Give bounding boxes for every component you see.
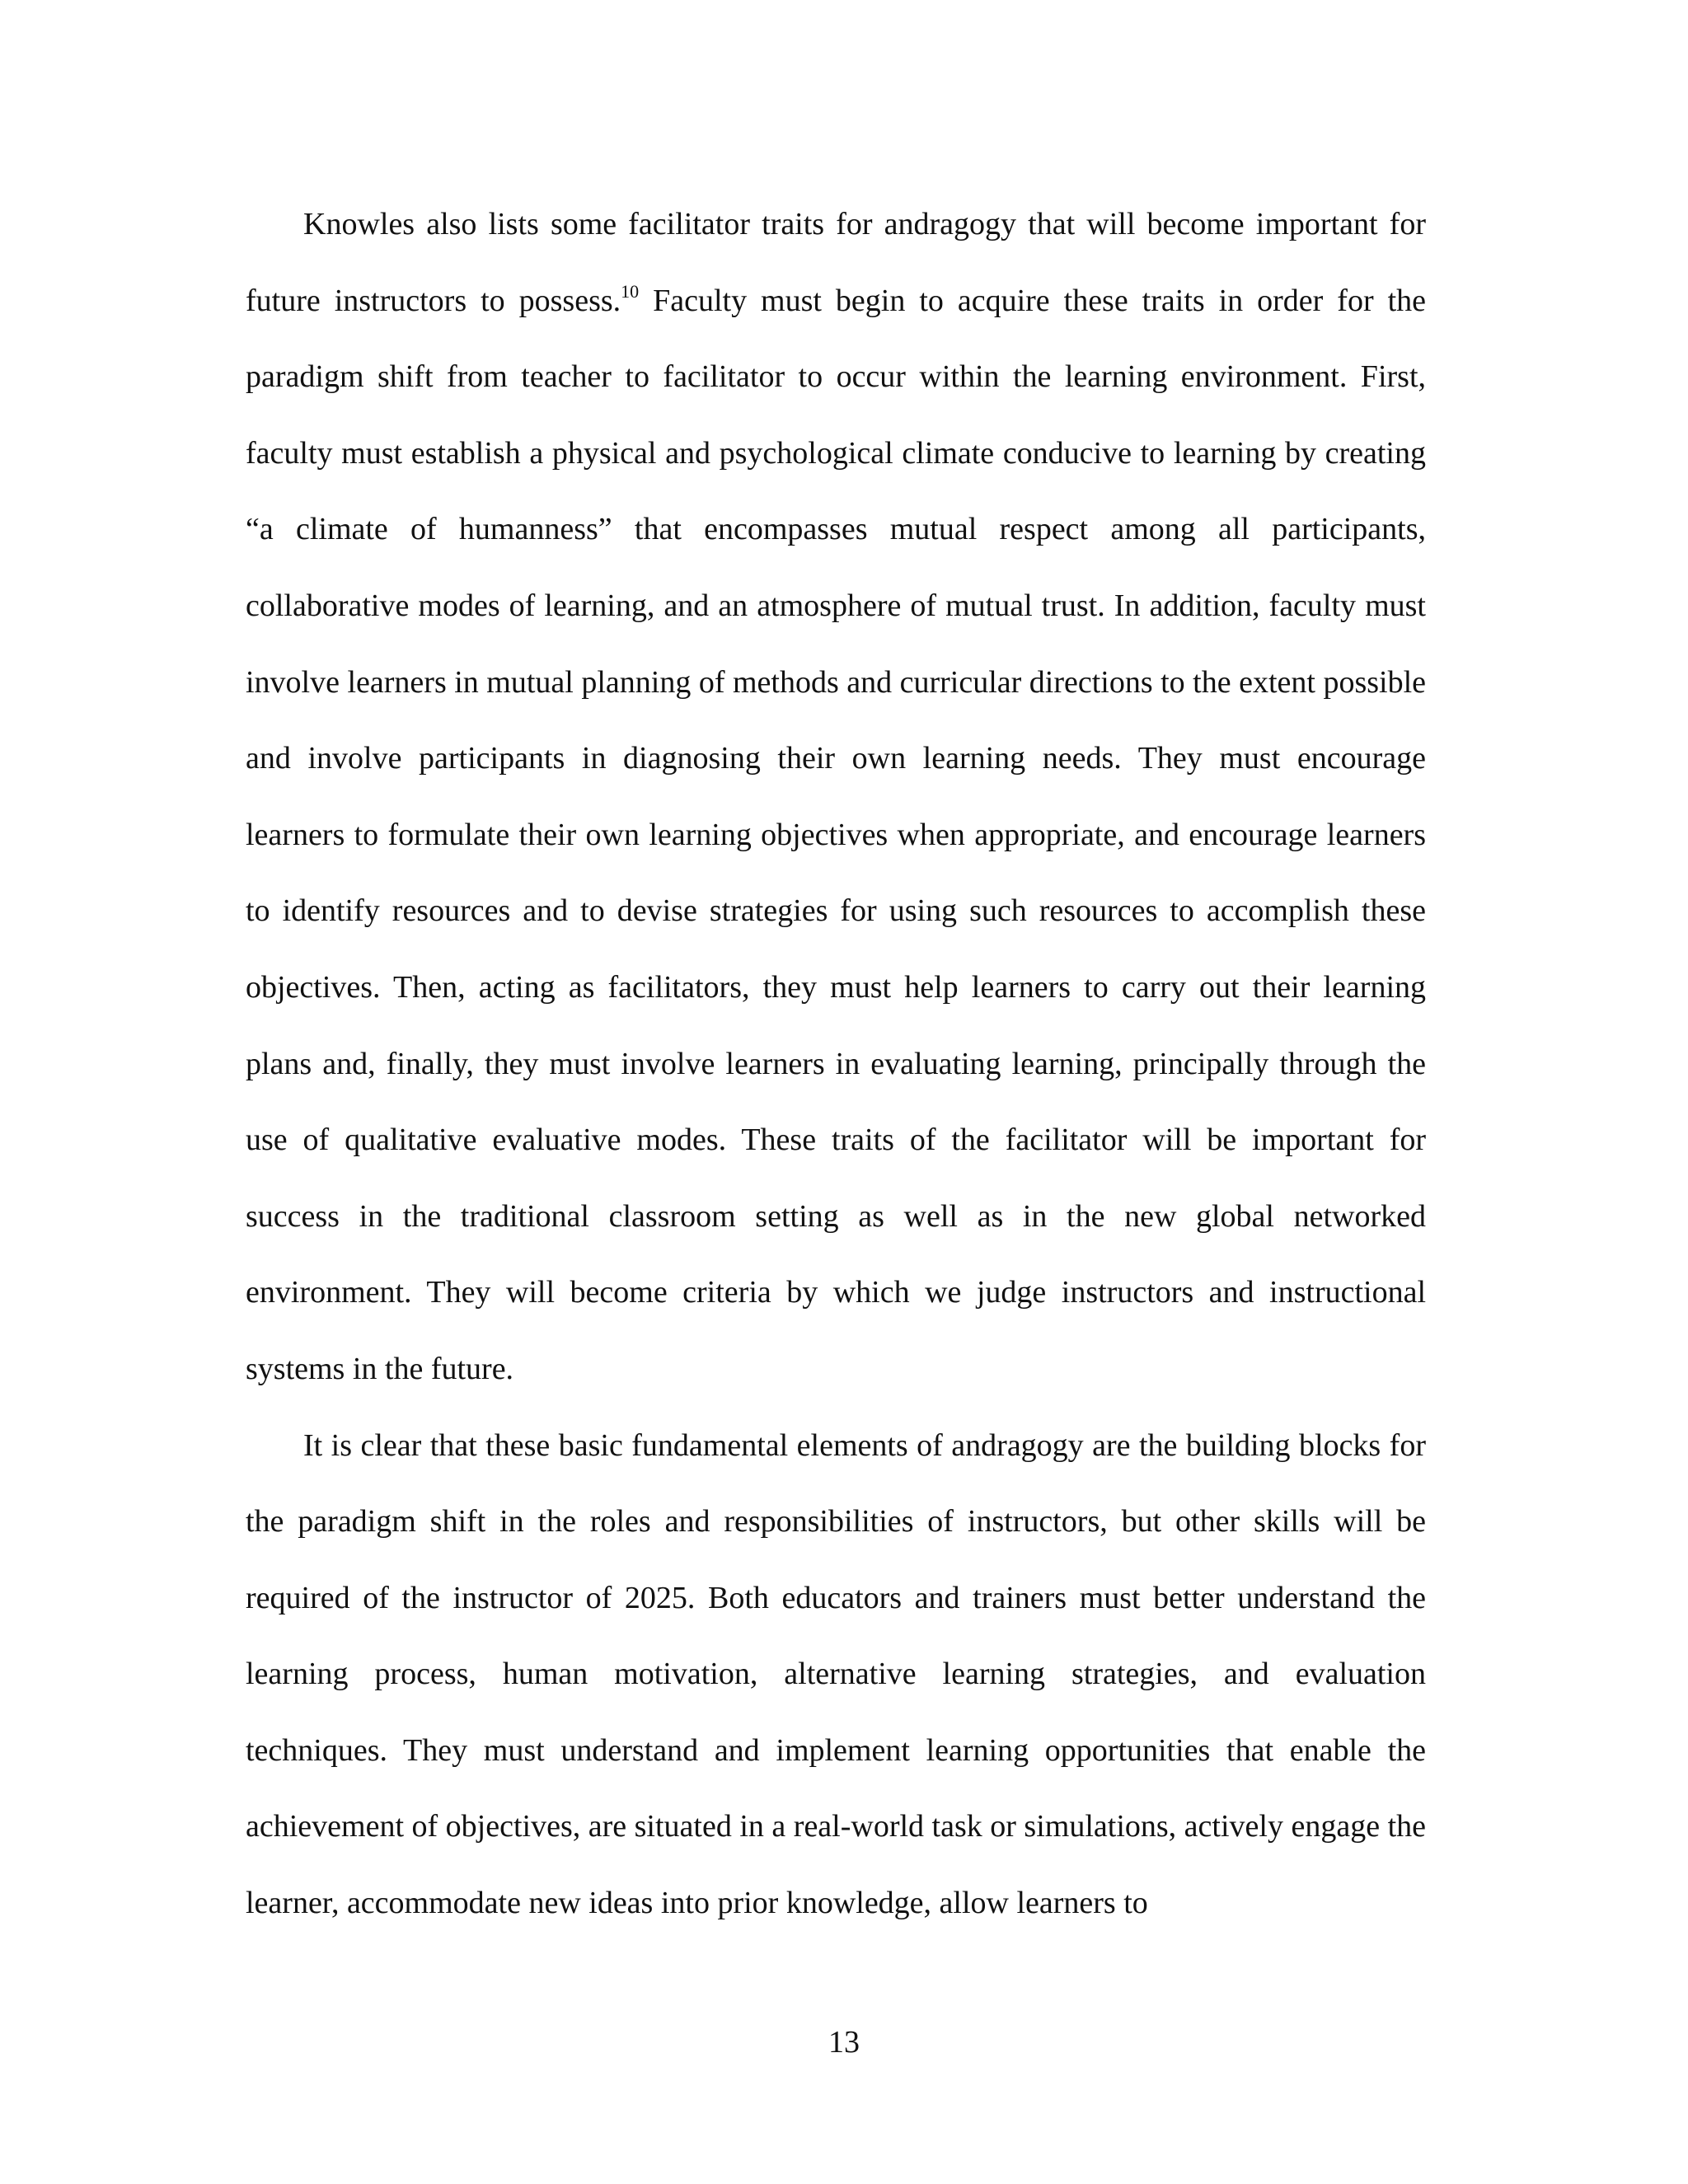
paragraph-1 [246, 186, 1426, 1408]
body-text [246, 186, 1426, 1942]
page-number: 13 [828, 2025, 860, 2060]
footnote-reference: 10 [621, 280, 640, 302]
paragraph-2: It is clear that these basic fundamental elements of andragogy are the building blocks for the paradigm shift in the roles and responsibilities of instructors, but other skills will be required of the instructor of 2025. Both educators and trainers must better understand the learning process, human motivation, alternative learning strategies, and evaluation techniques. They must understand and implement learning opportunities that enable the achievement of objectives, are situated in a real-world task or simulations, actively engage the learner, accommodate new ideas into prior knowledge, allow learners to [246, 1427, 1426, 1921]
paragraph-1-text-end: Faculty must begin to acquire these traits in order for the paradigm shift from teacher to facilitator to occur within the learning environment. First, faculty must establish a physical and psychological climate conducive to learning by creating “a climate of humanness” that encompasses mutual respect among all participants, collaborative modes of learning, and an atmosphere of mutual trust. In addition, faculty must involve learners in mutual planning of methods and curricular directions to the extent possible and involve participants in diagnosing their own learning needs. They must encourage learners to formulate their own learning objectives when appropriate, and encourage learners to identify resources and to devise strategies for using such resources to accomplish these objectives. Then, acting as facilitators, they must help learners to carry out their learning plans and, finally, they must involve learners in evaluating learning, principally through the use of qualitative evaluative modes. These traits of the facilitator will be important for success in the traditional classroom setting as well as in the new global networked environment. They will become criteria by which we judge instructors and instructional systems in the future. [246, 283, 1427, 1386]
paragraph-1-text-start: Knowles also lists some facilitator traits for andragogy that will become important for future instructors to possess. [246, 207, 1426, 318]
